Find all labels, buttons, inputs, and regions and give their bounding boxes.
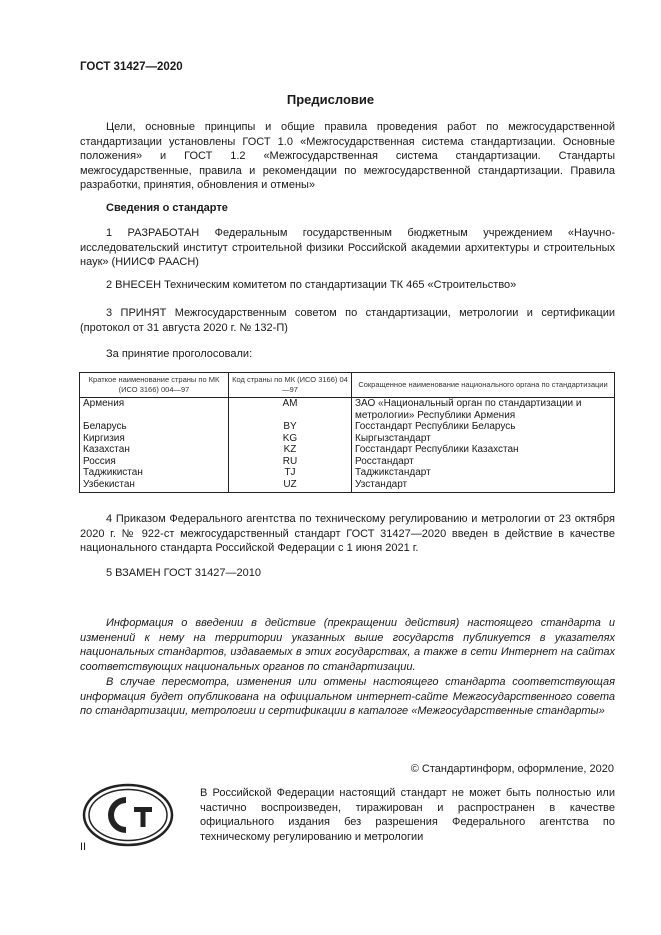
- table-row: [80, 398, 615, 422]
- section-heading: Сведения о стандарте: [106, 202, 228, 214]
- code-cell: RU: [229, 456, 352, 468]
- item-5-replaces: 5 ВЗАМЕН ГОСТ 31427—2010: [106, 567, 261, 579]
- standards-body-cell: ЗАО «Национальный орган по стандартизации и метрологии» Республики Армения: [355, 398, 582, 421]
- table-row: [80, 433, 615, 445]
- info-paragraph-publication: Информация о введении в действие (прекращении действия) настоящего стандарта и изменений к нему на территории указанных выше государств публикуется в указателях национальных стандартов, издаваемых в этих государствах, а также в сети Интернет на сайтах соответствующих национальных органов по стандартизации.: [80, 617, 615, 673]
- standards-body-cell: Росстандарт: [355, 455, 414, 467]
- page-title: Предисловие: [286, 92, 375, 107]
- code-cell: AM: [229, 398, 352, 422]
- standards-body-cell: Кыргызстандарт: [355, 432, 431, 444]
- standards-body-cell: Госстандарт Республики Казахстан: [355, 444, 519, 455]
- table-row: [80, 444, 615, 456]
- gost-r-certification-mark-icon: [82, 783, 174, 847]
- country-cell: Россия: [80, 456, 229, 468]
- code-cell: KZ: [229, 444, 352, 456]
- document-code-header: ГОСТ 31427—2020: [80, 61, 183, 73]
- countries-table: [79, 372, 615, 493]
- standards-body-cell: Госстандарт Республики Беларусь: [355, 421, 516, 432]
- table-row: [80, 467, 615, 479]
- item-1-developed-by: 1 РАЗРАБОТАН Федеральным государственным бюджетным учреждением «Научно-исследовательский институт строительной физики Российской академии архитектуры и строительных наук» (НИИСФ РААСН): [80, 227, 615, 268]
- copyright-notice: © Стандартинформ, оформление, 2020: [410, 763, 614, 775]
- item-2-introduced-by: 2 ВНЕСЕН Техническим комитетом по стандартизации ТК 465 «Строительство»: [106, 279, 517, 291]
- column-header-standards-body: Сокращенное наименование национального органа по стандартизации: [352, 373, 615, 398]
- code-cell: BY: [229, 421, 352, 433]
- code-cell: TJ: [229, 467, 352, 479]
- intro-paragraph: Цели, основные принципы и общие правила проведения работ по межгосударственной стандартизации установлены ГОСТ 1.0 «Межгосударственная система стандартизации. Основные положения» и ГОСТ 1.2 «Межгосударственная система стандартизации. Стандарты межгосударственные, правила и рекомендации по межгосударственной стандартизации. Правила разработки, принятия, обновления и отмены»: [80, 121, 615, 191]
- column-header-code: Код страны по МК (ИСО 3166) 04—97: [229, 373, 352, 398]
- country-cell: Узбекистан: [80, 479, 229, 493]
- standards-body-cell: Узстандарт: [355, 478, 408, 490]
- country-cell: Киргизия: [80, 433, 229, 445]
- table-row: [80, 456, 615, 468]
- code-cell: UZ: [229, 479, 352, 493]
- reproduction-rights-notice: В Российской Федерации настоящий стандарт не может быть полностью или частично воспроизведен, тиражирован и распространен в качестве официального издания без разрешения Федерального агентства по техническому регулированию и метрологии: [200, 787, 615, 843]
- country-cell: Таджикистан: [80, 467, 229, 479]
- code-cell: KG: [229, 433, 352, 445]
- country-cell: Казахстан: [80, 444, 229, 456]
- standards-body-cell: Таджикстандарт: [355, 467, 431, 478]
- country-cell: Беларусь: [80, 421, 229, 433]
- table-row: [80, 479, 615, 493]
- column-header-country: Краткое наименование страны по МК (ИСО 3166) 004—97: [80, 373, 229, 398]
- item-3-adopted-by: 3 ПРИНЯТ Межгосударственным советом по стандартизации, метрологии и сертификации (протокол от 31 августа 2020 г. № 132-П): [80, 307, 615, 334]
- item-4-enacted: 4 Приказом Федерального агентства по техническому регулированию и метрологии от 23 октября 2020 г. № 922-ст межгосударственный стандарт ГОСТ 31427—2020 введен в действие в качестве национального стандарта Российской Федерации с 1 июня 2021 г.: [80, 513, 615, 554]
- page-number: II: [80, 841, 87, 853]
- country-cell: Армения: [80, 398, 229, 422]
- table-row: [80, 421, 615, 433]
- voted-label: За принятие проголосовали:: [106, 348, 253, 360]
- info-paragraph-revision: В случае пересмотра, изменения или отмены настоящего стандарта соответствующая информация будет опубликована на официальном интернет-сайте Межгосударственного совета по стандартизации, метрологии и сертификации в каталоге «Межгосударственные стандарты»: [80, 676, 615, 717]
